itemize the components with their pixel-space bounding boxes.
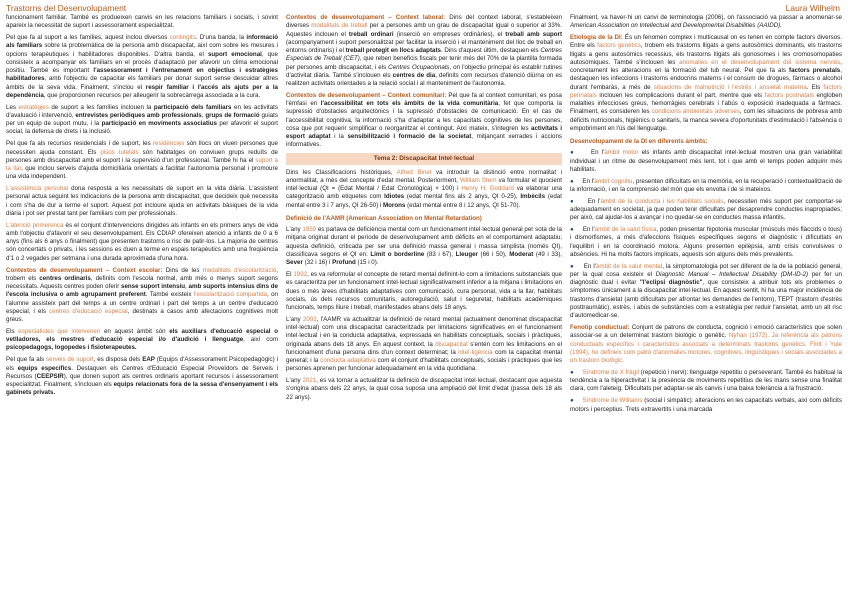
bullet-paragraph	[570, 397, 842, 414]
bold-term: Límit o borderline	[370, 250, 425, 258]
text-run: , poden presentar hipotonia muscular (músculs més flàccids o tous) i dismorfismes, a més d'afeccions físiques específiques segons el diagnòstic i dificultats en l'equilibri i en la coordinació motora. Alguns presenten epilèpsia, amb crisis convulsives o absències. Hi ha molts factors implicats, aquests són alguns dels més prevalents.	[570, 226, 842, 258]
paragraph	[6, 267, 278, 325]
highlight-term: factors genètics	[597, 42, 641, 50]
inline-heading: Contextos de desenvolupament – Context comunitari:	[286, 91, 449, 99]
text-run: , destinats a casos amb afectacions cognitives molt greus.	[6, 307, 278, 324]
text-run: va introduir la distinció entre normalitat i anormalitat, a més del concepte d'edat mental. Posteriorment,	[286, 168, 562, 184]
paragraph	[570, 34, 842, 133]
bold-term: Imbècils	[520, 193, 546, 201]
highlight-term: L'assistència personal	[6, 185, 69, 193]
text-run: es parlava de deficiència mental com un funcionament intel·lectual general per sota de la mitjana originat durant el període de desenvolupament amb dèficits en el comportament adaptatiu; aquesta definició, criticada per ser una definició massa general i massa simplista (només QI), classificava segons el QI en:	[286, 226, 562, 258]
text-run: (inserció en empreses ordinàries), el	[393, 30, 506, 38]
highlight-term: situacions de malnutrició i l'estrès i ansietat materna	[653, 83, 807, 91]
bold-term: psicopedagogs, logopedes i fisioterapeutes.	[6, 344, 137, 352]
bold-term: treball amb suport	[505, 30, 562, 38]
bold-term: informació als familiars	[6, 34, 278, 50]
text-run: L'any	[286, 226, 303, 234]
bold-term: Idiotes	[384, 193, 405, 201]
column-left	[6, 14, 278, 596]
text-run: Dins del context laboral, s'estableixen diverses	[286, 14, 562, 30]
text-run: . D'una banda, la	[195, 34, 247, 42]
bold-term: Profund	[332, 259, 356, 267]
bullet-icon: ●	[570, 177, 583, 185]
text-run: . Els	[806, 83, 824, 91]
text-run: L'any	[286, 315, 303, 323]
text-run: , així com	[243, 336, 278, 344]
text-run: , que inclou serveis d'ajuda domiciliària orientats a facilitar l'autonomia personal i promoure una vida independent.	[6, 165, 278, 181]
text-run: va elaborar una categorització amb etiquetes com	[286, 185, 562, 201]
paragraph	[570, 14, 842, 31]
bullet-icon: ●	[570, 397, 583, 405]
highlight-term: especialistes que intervenen	[18, 327, 101, 335]
paragraph	[6, 104, 278, 137]
bullet-paragraph	[570, 149, 842, 174]
highlight-term: anomalies en el desenvolupament del sistema nerviós	[679, 58, 841, 66]
text-run: Les	[6, 103, 19, 111]
text-run: inclouen les complicacions durant el part, mentre que els	[596, 91, 765, 99]
text-run: Pel que fa al suport a les famílies, aquest inclou diversos	[6, 34, 170, 42]
text-run: funcionament familiar. També es produeixen canvis en les relacions familiars i socials, i sovint apareix la necessitat de suport i assessorament especialitzat.	[6, 14, 278, 30]
text-run: és el conjunt d'intervencions dirigides als infants en els primers anys de vida amb l'objectiu d'afavorir el seu desenvolupament. Els CDIAP ofereixen atenció a infants de 0 a 6 anys (fins als 6 anys o finalment) que presenten trastorns o risc de patir-los. La majoria de centres són concertats o privats, i les sessions es duen a terme en espais terapèutics amb una freqüència d'1 o 2 vegades per setmana i una durada aproximada d'una hora.	[6, 221, 278, 262]
italic-term: Diagnostic Manual – Intellectual Disability (DM-ID-2)	[655, 270, 809, 278]
column-right	[570, 14, 842, 596]
text-run: i la	[330, 133, 348, 141]
bullet-paragraph	[570, 226, 842, 259]
bold-term: participació en moviments associatius	[101, 120, 217, 128]
bullet-paragraph	[570, 369, 842, 394]
highlight-term: Síndrome de Williams	[582, 397, 643, 405]
bold-term: Sever	[286, 259, 303, 267]
bold-term: respir familiar i l'accés als ajuts per a la dependència	[6, 83, 278, 99]
paragraph	[286, 14, 562, 88]
bold-term: sensibilització i formació de la societat	[347, 133, 472, 141]
bold-term: participació dels familiars	[153, 103, 232, 111]
text-run: Dins les Classificacions històriques,	[286, 168, 397, 176]
text-run: . Destaquen els Centres d'Educació Especial Proveïdors de Serveis i Recursos (	[6, 364, 278, 380]
highlight-term: pisos tutelats	[100, 148, 139, 156]
highlight-term: intel·ligència	[458, 348, 493, 356]
text-run: , concretament les alteracions en la formació del tub neural. Pel que fa als	[570, 58, 842, 75]
highlight-term: suport a la llar	[6, 156, 278, 173]
text-run: , definits com recursos d'atenció diürna on es realitzen activitats orientades a la relació social i al manteniment de l'autonomia.	[286, 71, 562, 87]
text-run: . També existeix	[145, 291, 194, 299]
paragraph	[286, 226, 562, 267]
italic-term: Centres Ocupacionals	[388, 63, 450, 71]
highlight-term: conducta adaptativa	[320, 357, 376, 365]
text-run: És un fenomen complex i multicausal on es tenen en compte factors diversos. Entre els	[570, 34, 842, 50]
bullet-paragraph	[570, 198, 842, 223]
bold-term: Morons	[383, 201, 406, 209]
highlight-term: àmbit motor	[604, 149, 639, 157]
text-run: per fer un diagnòstic dual i evitar	[570, 270, 842, 287]
text-run: (edat mental entre 3 i 7 anys, QI 26-50) i	[286, 193, 562, 209]
text-run: . Dins d'aquest últim, destaquen els	[440, 47, 541, 54]
text-run: En l'	[582, 177, 595, 185]
bold-term: grups de formació	[205, 111, 260, 119]
text-run: , que reben beneficis fiscals per tenir més del 70% de la plantilla formada per persones amb discapacitat, i els	[286, 55, 562, 71]
text-run: com el conjunt d'habilitats conceptuals, socials i pràctiques que les persones aprenen per funcionar adequadament en la vida quotidiana.	[286, 357, 562, 373]
text-run: ,	[201, 111, 206, 119]
bold-term: treball protegit en llocs adaptats	[345, 47, 441, 54]
text-run: (edat mental fins als 2 anys, QI 0-25),	[404, 193, 521, 201]
text-run: els infants amb discapacitat intel·lectual mostren una gran variabilitat individual i un ritme de desenvolupament més lent, tot i que amb el temps poden adquirir més habilitats.	[570, 149, 842, 173]
paragraph	[286, 271, 562, 312]
text-run: (Equips d'Assessorament Psicopedagògic) i els	[6, 356, 278, 372]
section-heading: Desenvolupament de la DI en diferents àmbits:	[570, 138, 708, 146]
text-run: Finalment, va haver-hi un canvi de terminologia (2006), on l'associació va passar a anomenar-se	[570, 14, 842, 21]
highlight-term: modalitats de treball	[311, 22, 368, 30]
text-run: , com les situacions de pobresa amb dèficits nutricionals, higiènics o sanitaris, la manca severa d'oportunitats d'estimulació i l'absència o empobriment en l'ús del llenguatge.	[570, 108, 842, 132]
bold-term: sense suport intensiu	[121, 283, 186, 291]
text-run: (edat mental entre 8 i 12 anys, QI 51-70).	[405, 201, 521, 209]
paragraph	[286, 316, 562, 374]
text-run: guiats per un equip de suport mutu, i la	[6, 111, 278, 128]
paragraph	[6, 185, 278, 218]
text-run: , la simptomatologia pot ser diferent de la de la població general, per la qual cosa existeix el	[570, 262, 842, 278]
text-run: En l'	[582, 226, 595, 234]
text-run: , on l'alumne assisteix part del temps a un centre ordinari i part del temps a un centre d'educació especial, i els	[6, 291, 278, 315]
text-run: (32 i 16) i	[302, 259, 333, 267]
text-run: , es disposa dels	[93, 356, 143, 364]
text-run: (social i simpàtic): alteracions en les capacitats verbals, així com dèficits motors i perceptius. Trets extravertits i una marcada	[570, 397, 842, 413]
bold-term: l'assessorament i l'entrenament en objectius i estratègies habilitadores	[6, 67, 278, 83]
document-title: Trastorns del Desenvolupament	[6, 3, 127, 13]
highlight-term: factors postnatals	[764, 91, 814, 99]
highlight-term: estratègies	[18, 103, 49, 111]
text-run: Els	[6, 327, 19, 335]
text-run: (49 i 33),	[533, 250, 562, 258]
text-run: Pel que fa als	[6, 356, 47, 364]
text-run: ,	[185, 283, 189, 291]
text-run: En l'	[587, 197, 601, 205]
text-run: En l'	[591, 149, 605, 157]
highlight-term: contingits	[169, 34, 196, 42]
highlight-term: àmbit cognitiu	[594, 177, 633, 185]
paragraph	[570, 324, 842, 365]
highlight-term: Alfred Binet	[396, 168, 432, 176]
paragraph	[6, 140, 278, 181]
bold-term: CEEPSIR	[36, 372, 64, 380]
text-run: , amb l'objectiu de capacitar els familiars per donar suport sense descuidar altres àmbits de la seva vida. Finalment, s'inclou el	[6, 75, 278, 91]
bold-term: Moderat	[509, 250, 534, 258]
text-run: , on l'objectiu principal és establir rutines d'activitat diària. També s'inclouen els	[286, 63, 562, 79]
highlight-term: L'atenció primerenca	[6, 221, 64, 229]
text-run: per afavorir el suport social, la defensa de drets i la inclusió.	[6, 120, 278, 136]
bullet-icon: ●	[570, 262, 584, 270]
text-run: Pel que fa als recursos residencials i de suport, les	[6, 140, 153, 148]
text-run: , definits com l'escola normal, amb més o menys suport segons necessitats. Aquests centres poden oferir	[6, 274, 278, 291]
text-run: , mitjançant xerrades i accions informatives.	[286, 133, 562, 149]
italic-term: American Association on Intellectual and Developmental Disabilities (AAIDD).	[570, 22, 782, 30]
text-run: Conjunt de patrons de conducta, cognició i emoció característics que solen associar-se a un determinat trastorn biològic o genètic.	[570, 324, 842, 340]
text-run: , destaquen les infeccions i trastorns endocrins materns i el consum de drogues, fàrmacs o alcohol durant l'embaràs, a més de	[570, 67, 842, 91]
highlight-term: Nyhan (1972). Ja referència als patrons conductuals específics i característics associats a determinats trastorns genètics. Flint i Yule (1994), ho defineix com patró d'anomalies motores, cognitives, lingüístiques i socials associades a un trastorn biològic.	[570, 332, 842, 365]
bullet-icon: ●	[570, 149, 592, 157]
text-run: per a persones amb un grau de discapacitat igual o superior al 33%. Aquestes inclouen el	[286, 22, 562, 38]
text-run: , es va reformular el concepte de retard mental definint-lo com a limitacions substancials que es caracteritza per un funcionament intel·lectual significativament inferior a la mitjana i limitacions en dues o més àrees d'habilitats adaptatives com comunicació, cura personal, vida a la llar, habilitats socials, ús dels recursos comunitaris, autoregulació, salut i seguretat, habilitats acadèmiques funcionals, temps lliure i treball, manifestades abans dels 18 anys.	[286, 271, 562, 312]
text-run: , l'AAMR va actualitzar la definició de retard mental (actualment denominat discapacitat intel·lectual) com una discapacitat caracteritzada per limitacions significatives en el funcionament intel·lectual i en la conducta adaptativa, expressada en habilitats conceptuals, socials i pràctiques, originada abans dels 18 anys. En aquest context, la	[286, 315, 562, 348]
highlight-term: Síndrome de X fràgil	[582, 368, 639, 376]
text-run: , es va tornar a actualitzar la definició de discapacitat intel·lectual, destacant que aquesta s'origina abans dels 22 anys, la qual cosa suposa una ampliació del límit d'edat (passa dels 18 als 22 anys).	[286, 377, 562, 401]
text-run: (acompanyament i suport personalitzat per facilitar la inserció i el manteniment del lloc de treball en entorns ordinaris) i el	[286, 38, 562, 54]
text-run: , que proporcionen recursos per alleugerir la sobrecàrrega associada a la cura.	[43, 91, 261, 99]
highlight-term: 1959	[302, 226, 317, 234]
bold-term: centres de dia	[392, 71, 436, 79]
text-run: , trobem els	[6, 266, 278, 282]
bold-term: Lleuger	[455, 250, 478, 258]
highlight-term: 2021	[302, 377, 317, 385]
text-run: (66 i 50),	[477, 250, 510, 258]
bold-term: activitats i esport adaptat	[286, 124, 562, 141]
text-run: (repetició i nervi): llenguatge repetitiu o perseverant. També és habitual la tendència a la hiperactivitat i la presència de moviments repetitius de les mans sense una finalitat clara, com l'aleteig. Dificultats per adaptar-se als canvis i una baixa tolerància a la frustració.	[570, 368, 842, 393]
highlight-term: serveis de suport	[46, 356, 94, 364]
paragraph	[6, 14, 278, 31]
paragraph	[286, 92, 562, 150]
highlight-term: centres d'educació especial	[49, 307, 128, 315]
topic-banner: Tema 2: Discapacitat Intel·lectual	[286, 153, 562, 165]
inline-heading: Fenotip conductual:	[570, 324, 632, 332]
text-run: , presenten dificultats en la memòria, en la recuperació i contextualització de la informació, i en la comprensió del món que els envolta i de si mateixos.	[570, 177, 842, 193]
text-run: Dins de les	[165, 266, 203, 274]
text-run: , trobem els trastorns lligats a gens autosòmics dominants, els trastorns lligats a gens autosòmics recessius, els trastorns lligats als gonosomes i les cromosomopaties autosòmiques. També s'inclouen les	[570, 42, 842, 66]
bold-term: centres ordinaris	[39, 274, 91, 282]
bold-term: EAP	[142, 356, 155, 364]
bold-term: entrevistes periòdiques amb professionals	[75, 111, 202, 119]
highlight-term: residències	[152, 140, 185, 148]
highlight-term: William Stern	[459, 176, 497, 184]
bold-term: amb suports intensius dins de l'escola inclusiva o amb agrupament preferent	[6, 283, 278, 299]
bold-term: factors prenatals	[789, 67, 841, 75]
text-run: En l'	[583, 262, 596, 270]
document-author: Laura Wilhelm	[785, 3, 840, 13]
text-run: són habitatges on conviuen grups reduïts de persones amb discapacitat amb el suport i la supervisió d'un professional. També hi ha el	[6, 148, 278, 164]
bold-term: l'accessibilitat en tots els àmbits de la vida comunitària	[320, 100, 499, 108]
text-run: , que consisteix a atribuir tots els problemes o símptomes únicament a la discapacitat intel·lectual. En aquest sentit, hi ha una major incidència de trastorns d'ansietat (amb dificultats per afrontar les demandes de l'entorn), TEPT (trastorn d'estrès posttraumàtic), estrès, i abús de substàncies com a estratègia per reduir l'ansietat, amb un alt risc d'automedicar-se.	[570, 279, 842, 320]
text-run: són llocs on viuen persones que necessiten ajuda constant. Els	[6, 140, 278, 156]
highlight-term: condicions ambientals adverses	[651, 108, 740, 116]
paragraph	[286, 377, 562, 402]
highlight-term: 2002	[302, 315, 317, 323]
text-run: s'entén com les limitacions en el funcionament d'una persona dins d'un context determinat; la	[286, 340, 562, 356]
inline-heading: Contextos de desenvolupament – Context escolar:	[6, 266, 166, 274]
text-run: ), que donen suport als centres ordinaris aportant recursos i assessorament especialitzat. Finalment, s'inclouen els	[6, 372, 278, 388]
text-run: , fet que comporta la supressió d'obstacles arquitectònics i la supressió d'obstacles de comunicació. En el cas de l'accessibilitat cognitiva, la informació s'ha d'adaptar a les capacitats cognitives de les persones, cosa que pot requerir simplificar o reorganitzar el contingut. Així mateix, s'integren les	[286, 100, 562, 132]
bullet-paragraph	[570, 178, 842, 195]
text-run: de suport a les famílies inclouen la	[48, 103, 154, 111]
text-run: (83 i 67),	[424, 250, 456, 258]
text-run: , necessiten més suport per comportar-se adequadament en societat, ja que poden tenir dificultats per desaprendre conductes inapropiades; per això, cal ajudar-los a avançar i no quedar-se en conductes massa infantils.	[570, 197, 842, 222]
text-run: dona resposta a les necessitats de suport en la vida diària. L'assistent personal actua seguint les indicacions de la persona amb discapacitat, que decideix què necessita i com s'ha de dur a terme el suport. Aquest pot incloure ajuda en activitats bàsiques de la vida diària i pot ser prestat tant per familiars com per professionals.	[6, 185, 278, 217]
inline-heading: Etiologia de la DI:	[570, 34, 625, 42]
text-run: com la capacitat mental general; i la	[286, 348, 562, 365]
text-run: Pel que fa al context comunitari, es posa l'èmfasi en	[286, 91, 562, 108]
highlight-term: àmbit de la salut mental	[595, 262, 663, 270]
text-run: , que consisteix a acompanyar els familiars en el procés d'adaptació per afavorir un clima emocional positiu. També és important	[6, 50, 278, 75]
paragraph	[6, 222, 278, 263]
bold-term: equips específics	[17, 364, 72, 372]
paragraph	[286, 169, 562, 210]
paragraph	[6, 328, 278, 353]
text-run: en aquest àmbit són	[100, 327, 170, 335]
column-middle	[286, 14, 562, 596]
bullet-icon: ●	[570, 226, 583, 234]
text-run: El	[286, 271, 294, 279]
text-run: va formular el quocient intel·lectual (QI = (Edat Mental / Edat Cronològica) × 100) i	[286, 176, 562, 193]
highlight-term: modalitats d'escolarització	[202, 266, 277, 274]
bullet-icon: ●	[570, 368, 583, 376]
text-run: sobre la problemàtica de la persona amb discapacitat, així com sobre les mesures i opcions terapèutiques i habilitadores disponibles. D'altra banda, el	[6, 42, 278, 58]
text-run: L'any	[286, 377, 303, 385]
highlight-term: discapacitat	[435, 340, 468, 348]
paragraph	[6, 34, 278, 100]
bold-term: "l'eclipsi diagnòstic"	[639, 279, 703, 287]
highlight-term: àmbit de la salut física	[594, 226, 657, 234]
text-run: en les activitats d'avaluació i intervenció,	[6, 103, 278, 119]
bold-term: equips relacionats fora de la sessa d'ensenyament i els gabinets privats.	[6, 381, 278, 397]
highlight-term: Henry H. Goddard	[461, 185, 514, 193]
highlight-term: àmbit de la conducta i les habilitats socials	[600, 197, 724, 205]
highlight-term: factors perinatals	[570, 83, 842, 99]
bullet-paragraph	[570, 263, 842, 321]
italic-term: Centres Especials de Treball (CET)	[286, 47, 562, 63]
highlight-term: 1992	[293, 271, 308, 279]
inline-heading: Contextos de desenvolupament – Context laboral:	[286, 14, 450, 21]
section-heading: Definició de l'AAMR (American Association on Mental Retardation)	[286, 214, 482, 222]
bullet-icon: ●	[570, 197, 588, 205]
bold-term: suport emocional	[207, 50, 262, 58]
bold-term: els auxiliars d'educació especial o vetlladores, els mestres d'educació especial i/o d'audició i llenguatge	[6, 327, 278, 344]
text-run: (15 i 0).	[355, 259, 379, 267]
text-run: engloben malalties infeccioses greus, hemorràgies cerebrals i l'abús o exposició inadequada a fàrmacs. Finalment, es consideren les	[570, 91, 842, 116]
bold-term: treball ordinari	[348, 30, 394, 38]
highlight-term: l'escolarització compartida	[193, 291, 267, 299]
paragraph	[6, 356, 278, 397]
